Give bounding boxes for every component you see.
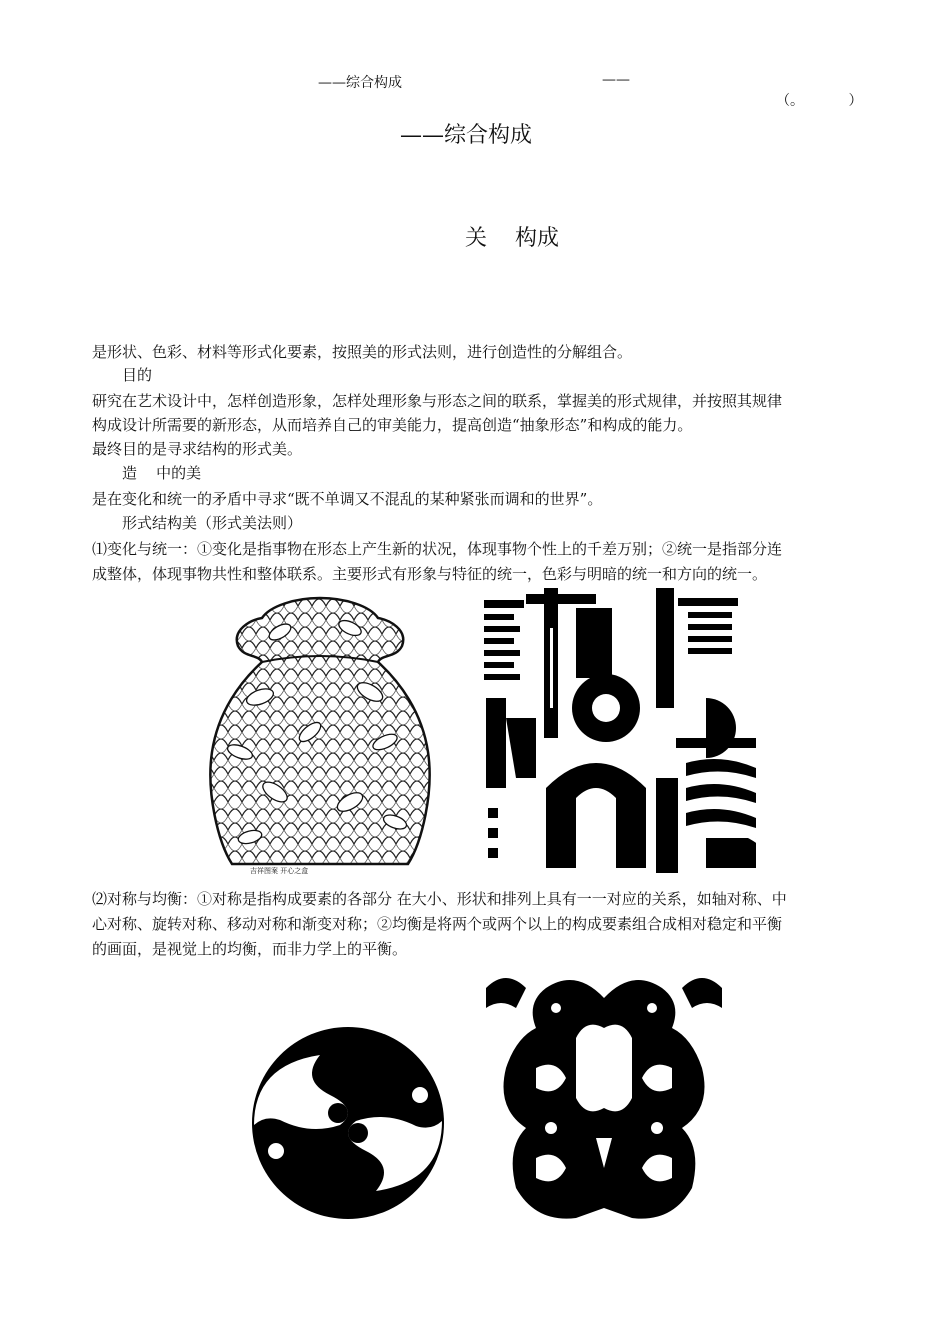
abstract-composition	[466, 588, 774, 880]
header-bracket: （。 ）	[776, 93, 863, 109]
beauty-line-1: 是在变化和统一的矛盾中寻求“既不单调又不混乱的某种紧张而调和的世界”。	[92, 490, 603, 508]
law-heading: 形式结构美（形式美法则）	[122, 514, 303, 532]
page-subtitle: 关 构成	[465, 226, 559, 251]
symmetric-dragon-pattern	[476, 968, 732, 1228]
change-line-1: ⑴变化与统一：①变化是指事物在形态上产生新的状况，体现事物个性上的千差万别；②统一是指部分连	[92, 540, 783, 558]
header-left: ——综合构成	[318, 75, 402, 91]
vase-illustration	[200, 592, 440, 880]
purpose-line-1: 研究在艺术设计中，怎样创造形象，怎样处理形象与形态之间的联系，掌握美的形式规律，并按照其规律	[92, 392, 783, 410]
figure-caption: 吉祥图案 开心之盒	[250, 867, 309, 875]
purpose-line-3: 最终目的是寻求结构的形式美。	[92, 440, 303, 458]
purpose-heading: 目的	[122, 366, 153, 384]
header-dash: ——	[602, 72, 630, 88]
balance-line-3: 的画面，是视觉上的均衡，而非力学上的平衡。	[92, 940, 408, 958]
definition-paragraph: 是形状、色彩、材料等形式化要素，按照美的形式法则，进行创造性的分解组合。	[92, 343, 633, 361]
purpose-line-2: 构成设计所需要的新形态，从而培养自己的审美能力，提高创造“抽象形态”和构成的能力。	[92, 416, 693, 434]
change-line-2: 成整体，体现事物共性和整体联系。主要形式有形象与特征的统一，色彩与明暗的统一和方向的统一。	[92, 565, 768, 583]
rotational-symmetry-circle	[240, 1025, 456, 1221]
page-title: ——综合构成	[400, 123, 533, 148]
balance-line-1: ⑵对称与均衡：①对称是指构成要素的各部分 在大小、形状和排列上具有一一对应的关系，如轴对称、中	[92, 890, 787, 908]
beauty-heading: 造 中的美	[122, 464, 202, 482]
balance-line-2: 心对称、旋转对称、移动对称和渐变对称；②均衡是将两个或两个以上的构成要素组合成相对稳定和平衡	[92, 915, 783, 933]
